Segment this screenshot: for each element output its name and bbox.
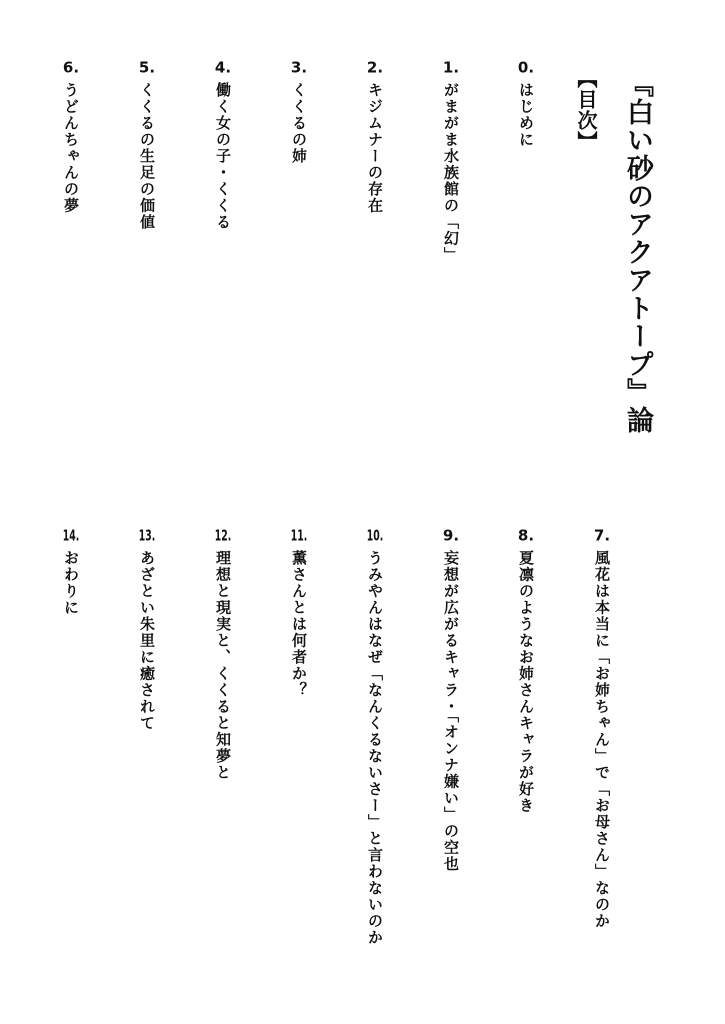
- toc-item: [367, 528, 382, 946]
- toc-item-text: 妄想が広がるキャラ・「オンナ嫌い」の空也: [442, 549, 460, 873]
- toc-item-number: 14.: [62, 528, 80, 543]
- toc-item-text: くくるの生足の価値: [138, 81, 156, 231]
- toc-item-number: 6.: [62, 60, 80, 75]
- toc-item-text: 風花は本当に「お姉ちゃん」で「お母さん」なのか: [593, 549, 611, 930]
- toc-item-number: 13.: [138, 528, 156, 543]
- toc-item: [443, 528, 458, 872]
- toc-item-number: 1.: [442, 60, 460, 75]
- toc-item-text: おわりに: [62, 549, 80, 616]
- toc-heading: 【目次】: [574, 68, 598, 152]
- toc-item-number: 12.: [214, 528, 232, 543]
- toc-item-number: 11.: [290, 528, 308, 543]
- toc-item-text: はじめに: [517, 81, 535, 148]
- toc-item: [594, 528, 609, 929]
- toc-item-number: 10.: [366, 528, 384, 543]
- toc-item-text: あざとい朱里に癒されて: [138, 549, 156, 732]
- document-title: 『白い砂のアクアトープ』論: [622, 70, 653, 434]
- toc-item-number: 5.: [138, 60, 156, 75]
- toc-item: [63, 528, 78, 616]
- toc-item-text: 働く女の子・くくる: [214, 81, 232, 231]
- toc-item: [215, 528, 230, 781]
- toc-item: [139, 60, 154, 230]
- toc-item-number: 3.: [290, 60, 308, 75]
- toc-item-number: 8.: [517, 528, 535, 543]
- toc-item: [139, 528, 154, 731]
- toc-item-number: 2.: [366, 60, 384, 75]
- toc-item: [367, 60, 382, 214]
- toc-item-number: 7.: [593, 528, 611, 543]
- toc-item-number: 4.: [214, 60, 232, 75]
- toc-item: [291, 60, 306, 164]
- toc-item-number: 0.: [517, 60, 535, 75]
- toc-item-text: キジムナーの存在: [366, 81, 384, 214]
- toc-item-text: 薫さんとは何者か？: [290, 549, 308, 699]
- toc-item-text: 理想と現実と、くくると知夢と: [214, 549, 232, 781]
- toc-item: [518, 60, 533, 148]
- toc-item-text: がまがま水族館の「幻」: [442, 81, 460, 264]
- toc-item: [291, 528, 306, 698]
- toc-item: [215, 60, 230, 230]
- toc-item-text: うみやんはなぜ「なんくるないさー」と言わないのか: [366, 549, 384, 946]
- toc-item-text: 夏凛のようなお姉さんキャラが好き: [517, 549, 535, 814]
- toc-item-text: くくるの姉: [290, 81, 308, 165]
- toc-item: [443, 60, 458, 263]
- toc-item-number: 9.: [442, 528, 460, 543]
- toc-item: [63, 60, 78, 214]
- toc-item: [518, 528, 533, 814]
- toc-item-text: うどんちゃんの夢: [62, 81, 80, 214]
